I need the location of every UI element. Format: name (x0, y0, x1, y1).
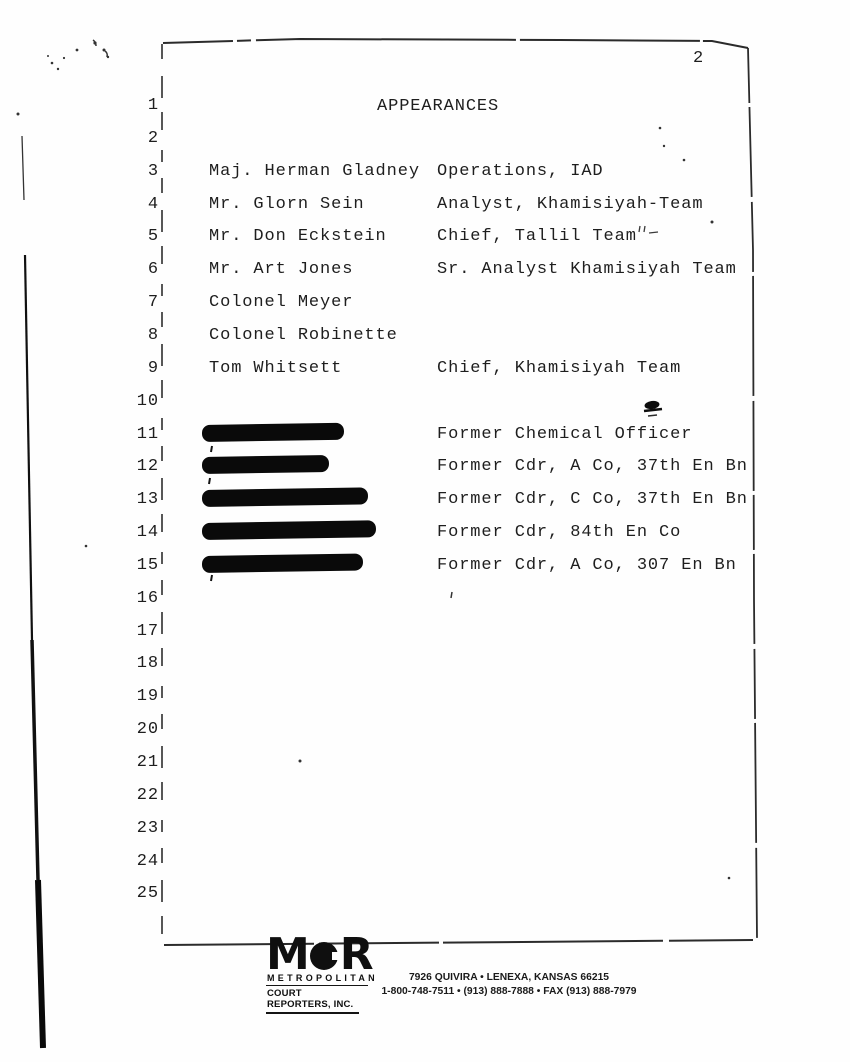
appearance-name: Colonel Robinette (209, 325, 398, 345)
transcript-line-14 (0, 523, 850, 545)
line-number: 8 (147, 325, 159, 345)
line-number: 23 (136, 818, 159, 838)
transcript-line-10 (0, 392, 850, 414)
transcript-line-15 (0, 556, 850, 578)
transcript-line-19 (0, 687, 850, 709)
appearance-role: Former Cdr, 84th En Co (437, 523, 682, 543)
line-number: 24 (136, 851, 159, 871)
appearance-name: Tom Whitsett (209, 358, 343, 378)
logo-company-name: METROPOLITAN (266, 971, 368, 986)
line-number: 9 (147, 358, 159, 378)
line-number: 11 (136, 424, 159, 444)
appearance-role: Former Cdr, A Co, 37th En Bn (437, 457, 748, 477)
line-number: 15 (136, 555, 159, 575)
line-number: 19 (136, 687, 159, 707)
line-number: 13 (136, 490, 159, 510)
appearance-role: Operations, IAD (437, 161, 604, 181)
transcript-line-25 (0, 884, 850, 906)
transcript-line-12 (0, 457, 850, 479)
appearance-role: Analyst, Khamisiyah-Team (437, 194, 704, 214)
transcript-line-4 (0, 195, 850, 217)
reporter-phone: 1-800-748-7511 • (913) 888-7888 • FAX (913) 888-7979 (381, 985, 637, 997)
appearance-name: Colonel Meyer (209, 293, 354, 313)
appearance-name: Mr. Glorn Sein (209, 194, 365, 214)
line-number: 14 (136, 523, 159, 543)
reporter-contact-block (378, 971, 640, 998)
line-number: 20 (136, 720, 159, 740)
redaction-bar (202, 520, 376, 540)
reporter-address: 7926 QUIVIRA • LENEXA, KANSAS 66215 (408, 972, 610, 983)
redaction-bar (202, 422, 344, 441)
transcript-line-18 (0, 654, 850, 676)
line-number: 18 (136, 654, 159, 674)
line-number: 21 (136, 753, 159, 772)
transcript-line-13 (0, 490, 850, 512)
transcript-line-1 (0, 96, 850, 118)
page-number: 2 (693, 49, 705, 68)
line-number: 3 (147, 161, 159, 181)
transcript-line-9 (0, 359, 850, 381)
line-number: 25 (136, 884, 159, 904)
transcript-line-6 (0, 260, 850, 282)
line-number: 16 (136, 588, 159, 608)
appearance-role: Chief, Khamisiyah Team (437, 358, 682, 378)
transcript-line-22 (0, 786, 850, 808)
comma-marks (93, 40, 452, 598)
appearance-role: Former Chemical Officer (437, 424, 693, 444)
page-title: APPEARANCES (377, 97, 500, 116)
transcript-line-3 (0, 162, 850, 184)
appearance-role: Chief, Tallil Team (437, 227, 637, 247)
transcript-line-11 (0, 425, 850, 447)
appearance-role: Former Cdr, A Co, 307 En Bn (437, 555, 737, 575)
court-reporter-logo (266, 929, 378, 1014)
redaction-bar (202, 488, 368, 508)
redaction-bar (202, 553, 363, 573)
page-border-top (163, 39, 748, 48)
line-number: 6 (147, 260, 159, 280)
line-number: 5 (147, 227, 159, 247)
appearance-role: Sr. Analyst Khamisiyah Team (437, 260, 737, 280)
line-number: 1 (147, 96, 159, 115)
transcript-line-23 (0, 819, 850, 841)
line-number: 7 (147, 293, 159, 313)
line-number: 22 (136, 785, 159, 805)
appearance-name: Mr. Don Eckstein (209, 227, 387, 247)
line-number: 4 (147, 194, 159, 214)
appearance-name: Mr. Art Jones (209, 260, 354, 280)
transcript-line-16 (0, 589, 850, 611)
transcript-line-24 (0, 852, 850, 874)
page-border-bottom (164, 940, 753, 945)
line-number: 2 (147, 128, 159, 148)
line-number: 17 (136, 621, 159, 641)
logo-company-subtitle: COURT REPORTERS, INC. (266, 986, 359, 1014)
logo-letter-m: M (266, 929, 307, 980)
transcript-line-21 (0, 753, 850, 775)
transcript-line-17 (0, 622, 850, 644)
transcript-line-5 (0, 227, 850, 249)
logo-letter-r: R (339, 929, 371, 980)
appearance-role: Former Cdr, C Co, 37th En Bn (437, 490, 748, 510)
transcript-line-7 (0, 293, 850, 315)
appearance-name: Maj. Herman Gladney (209, 161, 420, 181)
line-number: 12 (136, 457, 159, 477)
transcript-line-20 (0, 720, 850, 742)
logo-letter-c-icon (310, 942, 338, 970)
transcript-line-2 (0, 129, 850, 151)
line-number: 10 (136, 391, 159, 411)
transcript-line-8 (0, 326, 850, 348)
redaction-bar (202, 455, 329, 474)
